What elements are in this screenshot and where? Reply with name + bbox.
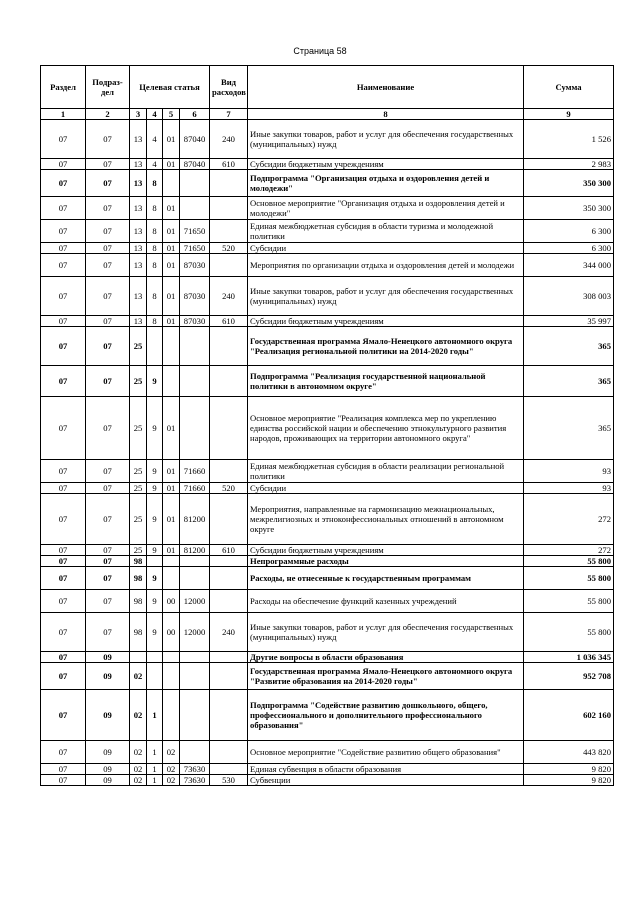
- table-row: [41, 613, 614, 652]
- target-code-d-cell: 87030: [180, 316, 210, 327]
- target-code-c-cell: 01: [163, 494, 180, 545]
- expense-type-cell: 610: [210, 316, 248, 327]
- razdel-cell: 07: [41, 613, 86, 652]
- target-code-b-cell: 9: [147, 483, 163, 494]
- item-name-cell: Основное мероприятие "Содействие развитию общего образования": [248, 741, 524, 764]
- expense-type-cell: [210, 663, 248, 690]
- razdel-cell: 07: [41, 366, 86, 397]
- podrazdel-cell: 07: [86, 567, 130, 590]
- table-row: [41, 764, 614, 775]
- target-code-c-cell: 01: [163, 243, 180, 254]
- razdel-cell: 07: [41, 159, 86, 170]
- table-row: [41, 254, 614, 277]
- razdel-cell: 07: [41, 741, 86, 764]
- item-name-cell: Субсидии: [248, 483, 524, 494]
- target-code-d-cell: 87040: [180, 159, 210, 170]
- expense-type-cell: [210, 556, 248, 567]
- item-name-cell: Субвенции: [248, 775, 524, 786]
- razdel-cell: 07: [41, 277, 86, 316]
- target-code-c-cell: 02: [163, 775, 180, 786]
- target-code-b-cell: [147, 663, 163, 690]
- expense-type-cell: 610: [210, 159, 248, 170]
- amount-cell: 6 300: [524, 243, 614, 254]
- target-code-c-cell: 01: [163, 159, 180, 170]
- table-row: [41, 741, 614, 764]
- expense-type-cell: 520: [210, 483, 248, 494]
- target-code-b-cell: 9: [147, 494, 163, 545]
- target-code-d-cell: 73630: [180, 764, 210, 775]
- podrazdel-cell: 07: [86, 545, 130, 556]
- razdel-cell: 07: [41, 663, 86, 690]
- razdel-cell: 07: [41, 690, 86, 741]
- expense-type-cell: [210, 254, 248, 277]
- podrazdel-cell: 07: [86, 556, 130, 567]
- amount-cell: 9 820: [524, 764, 614, 775]
- item-name-cell: Единая межбюджетная субсидия в области реализации региональной политики: [248, 460, 524, 483]
- podrazdel-cell: 09: [86, 741, 130, 764]
- target-code-d-cell: 71660: [180, 460, 210, 483]
- expense-type-cell: [210, 494, 248, 545]
- table-row: [41, 120, 614, 159]
- col-header-name: Наименование: [248, 66, 524, 109]
- table-row: [41, 460, 614, 483]
- target-code-c-cell: [163, 567, 180, 590]
- col-number: 4: [147, 109, 163, 120]
- target-code-b-cell: 1: [147, 690, 163, 741]
- target-code-b-cell: 8: [147, 243, 163, 254]
- target-code-b-cell: 4: [147, 159, 163, 170]
- expense-type-cell: [210, 567, 248, 590]
- item-name-cell: Расходы на обеспечение функций казенных учреждений: [248, 590, 524, 613]
- amount-cell: 308 003: [524, 277, 614, 316]
- table-row: [41, 545, 614, 556]
- razdel-cell: 07: [41, 545, 86, 556]
- col-header-sum: Сумма: [524, 66, 614, 109]
- podrazdel-cell: 07: [86, 613, 130, 652]
- target-code-d-cell: 12000: [180, 590, 210, 613]
- podrazdel-cell: 09: [86, 652, 130, 663]
- target-code-a-cell: 13: [130, 197, 147, 220]
- amount-cell: 365: [524, 366, 614, 397]
- razdel-cell: 07: [41, 652, 86, 663]
- target-code-b-cell: 8: [147, 197, 163, 220]
- expense-type-cell: 530: [210, 775, 248, 786]
- target-code-c-cell: [163, 327, 180, 366]
- expense-type-cell: [210, 397, 248, 460]
- item-name-cell: Расходы, не отнесенные к государственным программам: [248, 567, 524, 590]
- target-code-d-cell: [180, 397, 210, 460]
- target-code-d-cell: [180, 327, 210, 366]
- target-code-c-cell: 01: [163, 197, 180, 220]
- target-code-b-cell: [147, 327, 163, 366]
- target-code-d-cell: 81200: [180, 494, 210, 545]
- podrazdel-cell: 09: [86, 764, 130, 775]
- amount-cell: 93: [524, 460, 614, 483]
- table-row: [41, 775, 614, 786]
- razdel-cell: 07: [41, 397, 86, 460]
- podrazdel-cell: 07: [86, 397, 130, 460]
- table-row: [41, 220, 614, 243]
- amount-cell: 350 300: [524, 197, 614, 220]
- target-code-a-cell: 02: [130, 775, 147, 786]
- amount-cell: 1 526: [524, 120, 614, 159]
- amount-cell: 272: [524, 494, 614, 545]
- target-code-d-cell: [180, 741, 210, 764]
- podrazdel-cell: 07: [86, 197, 130, 220]
- target-code-c-cell: 02: [163, 764, 180, 775]
- target-code-d-cell: 71650: [180, 243, 210, 254]
- target-code-b-cell: 8: [147, 170, 163, 197]
- razdel-cell: 07: [41, 170, 86, 197]
- target-code-a-cell: 98: [130, 556, 147, 567]
- table-row: [41, 366, 614, 397]
- podrazdel-cell: 09: [86, 690, 130, 741]
- target-code-b-cell: [147, 652, 163, 663]
- target-code-b-cell: 1: [147, 764, 163, 775]
- amount-cell: 55 800: [524, 567, 614, 590]
- podrazdel-cell: 07: [86, 316, 130, 327]
- item-name-cell: Единая субвенция в области образования: [248, 764, 524, 775]
- target-code-b-cell: 1: [147, 775, 163, 786]
- podrazdel-cell: 07: [86, 494, 130, 545]
- col-number: 9: [524, 109, 614, 120]
- expense-type-cell: 520: [210, 243, 248, 254]
- razdel-cell: 07: [41, 460, 86, 483]
- target-code-d-cell: [180, 567, 210, 590]
- razdel-cell: 07: [41, 556, 86, 567]
- target-code-c-cell: [163, 366, 180, 397]
- expense-type-cell: [210, 170, 248, 197]
- col-header-podrazdel: Подраз-дел: [86, 66, 130, 109]
- target-code-a-cell: 25: [130, 545, 147, 556]
- amount-cell: 443 820: [524, 741, 614, 764]
- target-code-c-cell: 01: [163, 397, 180, 460]
- target-code-d-cell: [180, 690, 210, 741]
- item-name-cell: Основное мероприятие "Организация отдыха и оздоровления детей и молодежи": [248, 197, 524, 220]
- target-code-c-cell: 01: [163, 254, 180, 277]
- amount-cell: 6 300: [524, 220, 614, 243]
- target-code-d-cell: 73630: [180, 775, 210, 786]
- expense-type-cell: 240: [210, 613, 248, 652]
- target-code-c-cell: 01: [163, 483, 180, 494]
- podrazdel-cell: 07: [86, 277, 130, 316]
- item-name-cell: Субсидии бюджетным учреждениям: [248, 316, 524, 327]
- target-code-c-cell: 01: [163, 545, 180, 556]
- target-code-c-cell: 01: [163, 120, 180, 159]
- item-name-cell: Субсидии: [248, 243, 524, 254]
- target-code-a-cell: 02: [130, 690, 147, 741]
- item-name-cell: Субсидии бюджетным учреждениям: [248, 159, 524, 170]
- budget-table: [40, 65, 614, 786]
- razdel-cell: 07: [41, 120, 86, 159]
- target-code-c-cell: 00: [163, 613, 180, 652]
- amount-cell: 365: [524, 397, 614, 460]
- target-code-a-cell: 13: [130, 220, 147, 243]
- podrazdel-cell: 09: [86, 775, 130, 786]
- item-name-cell: Иные закупки товаров, работ и услуг для обеспечения государственных (муниципальных) нужд: [248, 120, 524, 159]
- target-code-b-cell: 9: [147, 590, 163, 613]
- podrazdel-cell: 07: [86, 254, 130, 277]
- target-code-c-cell: [163, 556, 180, 567]
- target-code-d-cell: 87040: [180, 120, 210, 159]
- target-code-a-cell: 98: [130, 590, 147, 613]
- amount-cell: 55 800: [524, 556, 614, 567]
- table-row: [41, 494, 614, 545]
- table-row: [41, 197, 614, 220]
- item-name-cell: Государственная программа Ямало-Ненецкого автономного округа "Реализация региональной политики на 2014-2020 годы": [248, 327, 524, 366]
- table-row: [41, 690, 614, 741]
- amount-cell: 952 708: [524, 663, 614, 690]
- target-code-b-cell: 9: [147, 366, 163, 397]
- amount-cell: 55 800: [524, 590, 614, 613]
- target-code-b-cell: 9: [147, 567, 163, 590]
- target-code-b-cell: 9: [147, 397, 163, 460]
- table-row: [41, 397, 614, 460]
- razdel-cell: 07: [41, 590, 86, 613]
- target-code-c-cell: 01: [163, 460, 180, 483]
- target-code-a-cell: 13: [130, 316, 147, 327]
- podrazdel-cell: 07: [86, 460, 130, 483]
- target-code-d-cell: 12000: [180, 613, 210, 652]
- item-name-cell: Единая межбюджетная субсидия в области туризма и молодежной политики: [248, 220, 524, 243]
- target-code-d-cell: [180, 366, 210, 397]
- target-code-c-cell: [163, 170, 180, 197]
- expense-type-cell: [210, 590, 248, 613]
- razdel-cell: 07: [41, 327, 86, 366]
- target-code-a-cell: [130, 652, 147, 663]
- target-code-a-cell: 13: [130, 159, 147, 170]
- table-row: [41, 556, 614, 567]
- podrazdel-cell: 07: [86, 366, 130, 397]
- table-row: [41, 277, 614, 316]
- col-number: 1: [41, 109, 86, 120]
- target-code-d-cell: [180, 652, 210, 663]
- target-code-a-cell: 25: [130, 397, 147, 460]
- item-name-cell: Субсидии бюджетным учреждениям: [248, 545, 524, 556]
- table-row: [41, 243, 614, 254]
- col-header-celevaya: Целевая статья: [130, 66, 210, 109]
- item-name-cell: Иные закупки товаров, работ и услуг для обеспечения государственных (муниципальных) нужд: [248, 613, 524, 652]
- target-code-c-cell: 00: [163, 590, 180, 613]
- amount-cell: 55 800: [524, 613, 614, 652]
- target-code-b-cell: 8: [147, 254, 163, 277]
- razdel-cell: 07: [41, 254, 86, 277]
- table-row: [41, 483, 614, 494]
- target-code-b-cell: 9: [147, 545, 163, 556]
- podrazdel-cell: 07: [86, 327, 130, 366]
- table-row: [41, 159, 614, 170]
- expense-type-cell: [210, 220, 248, 243]
- table-row: [41, 316, 614, 327]
- amount-cell: 602 160: [524, 690, 614, 741]
- col-header-vid: Вид расходов: [210, 66, 248, 109]
- expense-type-cell: 240: [210, 277, 248, 316]
- podrazdel-cell: 07: [86, 120, 130, 159]
- target-code-d-cell: [180, 556, 210, 567]
- target-code-c-cell: 01: [163, 277, 180, 316]
- target-code-a-cell: 02: [130, 764, 147, 775]
- target-code-d-cell: 81200: [180, 545, 210, 556]
- item-name-cell: Основное мероприятие "Реализация комплекса мер по укреплению единства российской нации и обеспечению этнокультурного развития народов, проживающих на территории автономного округа": [248, 397, 524, 460]
- target-code-a-cell: 13: [130, 254, 147, 277]
- target-code-b-cell: 4: [147, 120, 163, 159]
- target-code-a-cell: 98: [130, 613, 147, 652]
- expense-type-cell: [210, 366, 248, 397]
- expense-type-cell: [210, 690, 248, 741]
- amount-cell: 350 300: [524, 170, 614, 197]
- table-row: [41, 663, 614, 690]
- target-code-a-cell: 13: [130, 120, 147, 159]
- table-row: [41, 327, 614, 366]
- expense-type-cell: [210, 741, 248, 764]
- table-row: [41, 652, 614, 663]
- expense-type-cell: [210, 197, 248, 220]
- target-code-a-cell: 13: [130, 277, 147, 316]
- expense-type-cell: [210, 460, 248, 483]
- target-code-a-cell: 98: [130, 567, 147, 590]
- target-code-a-cell: 02: [130, 663, 147, 690]
- razdel-cell: 07: [41, 483, 86, 494]
- podrazdel-cell: 07: [86, 170, 130, 197]
- col-header-razdel: Раздел: [41, 66, 86, 109]
- table-row: [41, 567, 614, 590]
- expense-type-cell: 240: [210, 120, 248, 159]
- item-name-cell: Непрограммные расходы: [248, 556, 524, 567]
- target-code-b-cell: [147, 556, 163, 567]
- podrazdel-cell: 07: [86, 243, 130, 254]
- expense-type-cell: [210, 327, 248, 366]
- razdel-cell: 07: [41, 220, 86, 243]
- target-code-b-cell: 8: [147, 316, 163, 327]
- amount-cell: 35 997: [524, 316, 614, 327]
- item-name-cell: Мероприятия по организации отдыха и оздоровления детей и молодежи: [248, 254, 524, 277]
- target-code-b-cell: 1: [147, 741, 163, 764]
- razdel-cell: 07: [41, 764, 86, 775]
- item-name-cell: Другие вопросы в области образования: [248, 652, 524, 663]
- target-code-c-cell: [163, 663, 180, 690]
- col-number: 6: [180, 109, 210, 120]
- amount-cell: 2 983: [524, 159, 614, 170]
- target-code-a-cell: 25: [130, 494, 147, 545]
- amount-cell: 344 000: [524, 254, 614, 277]
- header-row: [41, 66, 614, 109]
- expense-type-cell: [210, 764, 248, 775]
- expense-type-cell: [210, 652, 248, 663]
- target-code-b-cell: 9: [147, 613, 163, 652]
- target-code-d-cell: [180, 197, 210, 220]
- amount-cell: 9 820: [524, 775, 614, 786]
- col-number: 3: [130, 109, 147, 120]
- target-code-a-cell: 13: [130, 243, 147, 254]
- razdel-cell: 07: [41, 243, 86, 254]
- target-code-d-cell: 71660: [180, 483, 210, 494]
- razdel-cell: 07: [41, 494, 86, 545]
- target-code-a-cell: 25: [130, 483, 147, 494]
- target-code-a-cell: 25: [130, 366, 147, 397]
- page-number-label: Страница 58: [293, 46, 347, 56]
- item-name-cell: Подпрограмма "Организация отдыха и оздоровления детей и молодежи": [248, 170, 524, 197]
- target-code-d-cell: 71650: [180, 220, 210, 243]
- target-code-c-cell: [163, 690, 180, 741]
- target-code-b-cell: 8: [147, 220, 163, 243]
- razdel-cell: 07: [41, 197, 86, 220]
- item-name-cell: Иные закупки товаров, работ и услуг для обеспечения государственных (муниципальных) нужд: [248, 277, 524, 316]
- target-code-d-cell: 87030: [180, 277, 210, 316]
- amount-cell: 93: [524, 483, 614, 494]
- target-code-c-cell: 01: [163, 316, 180, 327]
- item-name-cell: Мероприятия, направленные на гармонизацию межнациональных, межрелигиозных и этноконфессиональных отношений в автономном округе: [248, 494, 524, 545]
- col-number: 2: [86, 109, 130, 120]
- col-number: 5: [163, 109, 180, 120]
- target-code-d-cell: 87030: [180, 254, 210, 277]
- amount-cell: 1 036 345: [524, 652, 614, 663]
- amount-cell: 365: [524, 327, 614, 366]
- column-number-row: [41, 109, 614, 120]
- target-code-a-cell: 25: [130, 327, 147, 366]
- target-code-b-cell: 8: [147, 277, 163, 316]
- target-code-c-cell: 01: [163, 220, 180, 243]
- podrazdel-cell: 07: [86, 590, 130, 613]
- target-code-a-cell: 02: [130, 741, 147, 764]
- col-number: 8: [248, 109, 524, 120]
- table-row: [41, 590, 614, 613]
- item-name-cell: Государственная программа Ямало-Ненецкого автономного округа "Развитие образования на 2014-2020 годы": [248, 663, 524, 690]
- expense-type-cell: 610: [210, 545, 248, 556]
- podrazdel-cell: 07: [86, 220, 130, 243]
- target-code-a-cell: 13: [130, 170, 147, 197]
- target-code-a-cell: 25: [130, 460, 147, 483]
- item-name-cell: Подпрограмма "Содействие развитию дошкольного, общего, профессионального и дополнительного профессионального образования": [248, 690, 524, 741]
- target-code-c-cell: 02: [163, 741, 180, 764]
- target-code-d-cell: [180, 170, 210, 197]
- target-code-b-cell: 9: [147, 460, 163, 483]
- target-code-d-cell: [180, 663, 210, 690]
- amount-cell: 272: [524, 545, 614, 556]
- podrazdel-cell: 07: [86, 159, 130, 170]
- razdel-cell: 07: [41, 316, 86, 327]
- col-number: 7: [210, 109, 248, 120]
- item-name-cell: Подпрограмма "Реализация государственной национальной политики в автономном округе": [248, 366, 524, 397]
- razdel-cell: 07: [41, 775, 86, 786]
- target-code-c-cell: [163, 652, 180, 663]
- table-row: [41, 170, 614, 197]
- podrazdel-cell: 07: [86, 483, 130, 494]
- razdel-cell: 07: [41, 567, 86, 590]
- podrazdel-cell: 09: [86, 663, 130, 690]
